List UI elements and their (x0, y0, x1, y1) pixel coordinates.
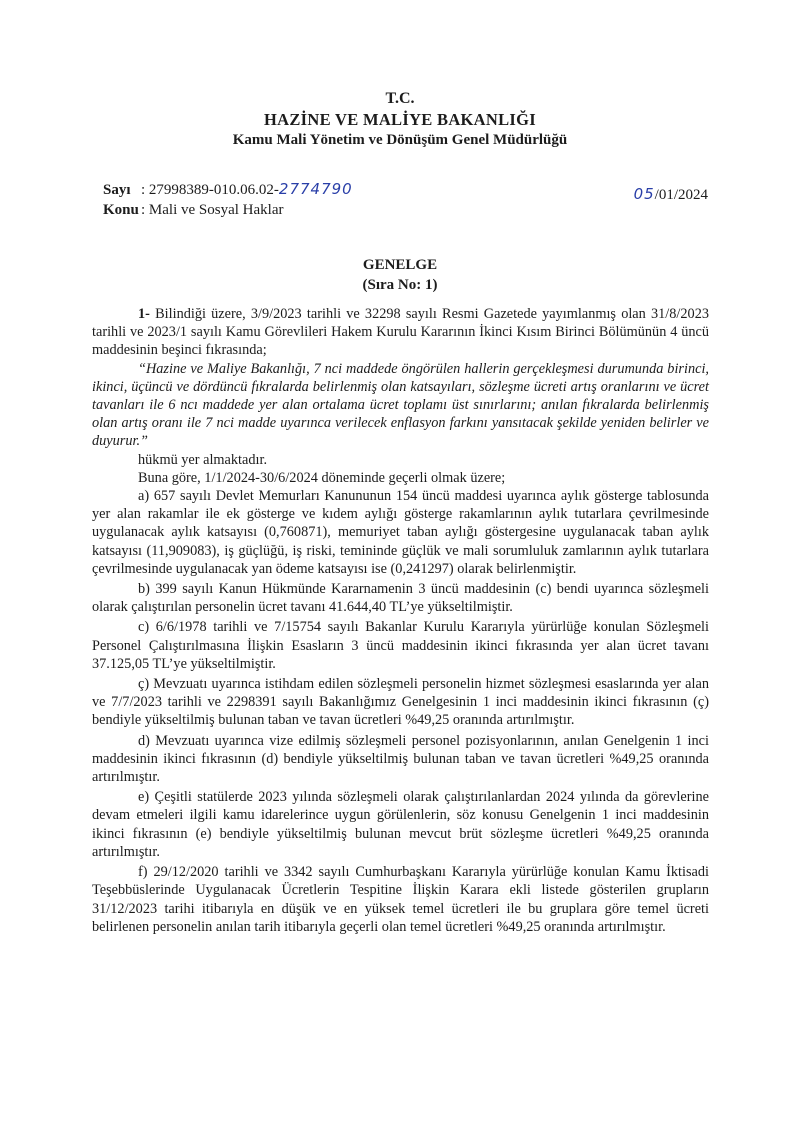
date-printed: /01/2024 (654, 187, 708, 203)
item-cc: ç) Mevzuatı uyarınca istihdam edilen sözleşmeli personelin hizmet sözleşmesi esaslarında yer alan ve 7/7/2023 tarihli ve 2298391 sayılı Bakanlığımız Genelgesinin 1 inci maddesinin ikinci fıkrasının (ç) bendiyle yükseltilmiş bulunan taban ve tavan ücretleri %49,25 oranında artırılmıştır. (92, 676, 709, 729)
document-body (92, 305, 709, 936)
header-ministry: HAZİNE VE MALİYE BAKANLIĞI (263, 110, 536, 129)
konu-row (103, 200, 353, 220)
sayi-handwritten-number: 2774790 (278, 180, 353, 198)
document-title (0, 255, 800, 295)
item-b: b) 399 sayılı Kanun Hükmünde Kararnamenin 3 üncü maddesinin (c) bendi uyarınca sözleşmeli olarak çalıştırılan personelin ücret tavanı 41.644,40 TL’ye yükseltilmiştir. (92, 581, 709, 616)
title-sub: (Sıra No: 1) (362, 277, 438, 293)
letterhead (0, 88, 800, 151)
paragraph-1-number: 1- (138, 306, 150, 322)
date-handwritten-day: 05 (633, 185, 655, 203)
paragraph-2: hükmü yer almaktadır. (138, 451, 268, 468)
sayi-label: Sayı (103, 182, 131, 198)
konu-label: Konu (103, 202, 139, 218)
document-meta (103, 179, 353, 220)
item-d: d) Mevzuatı uyarınca vize edilmiş sözleşmeli personel pozisyonlarının, anılan Genelgenin 1 inci maddesinin ikinci fıkrasının (d) bendiyle yükseltilmiş bulunan taban ve tavan ücretleri %49,25 oranında artırılmıştır. (92, 732, 709, 786)
paragraph-1-text: Bilindiği üzere, 3/9/2023 tarihli ve 32298 sayılı Resmi Gazetede yayımlanmış olan 31/8/2023 tarihli ve 2023/1 sayılı Kamu Görevlileri Hakem Kurulu Kararının İkinci Kısım Birinci Bölümünün 4 üncü maddesinin beşinci fıkrasında; (92, 306, 709, 359)
item-c: c) 6/6/1978 tarihli ve 7/15754 sayılı Bakanlar Kurulu Kararıyla yürürlüğe konulan Sözleşmeli Personel Çalıştırılmasına İlişkin Esasların 3 üncü maddesinin ikinci fıkrasında yer alan ücret tavanı 37.125,05 TL’ye yükseltilmiştir. (92, 619, 709, 672)
item-f: f) 29/12/2020 tarihli ve 3342 sayılı Cumhurbaşkanı Kararıyla yürürlüğe konulan Kamu İktisadi Teşebbüslerinde Uygulanacak Ücretlerin Tespitine İlişkin Karara ekli listede gösterilen grupların 31/12/2023 tarihi itibarıyla en düşük ve en yüksek temel ücretleri ile bu gruplara göre temel ücreti belirlenen personelin anılan tarih itibarıyla geçerli olan temel ücretleri %49,25 oranında artırılmıştır. (92, 864, 709, 935)
title-main: GENELGE (362, 257, 438, 273)
header-tc: T.C. (385, 90, 415, 107)
header-directorate: Kamu Mali Yönetim ve Dönüşüm Genel Müdürlüğü (232, 132, 568, 148)
konu-value: : Mali ve Sosyal Haklar (141, 202, 284, 218)
item-a: a) 657 sayılı Devlet Memurları Kanununun 154 üncü maddesi uyarınca aylık gösterge tablosunda yer alan rakamlar ile ek gösterge ve kıdem aylığı gösterge rakamlarının aylık tutarlara çevrilmesinde uygulanacak aylık katsayısı (0,760871), memuriyet taban aylığı göstergesine uygulanacak taban aylık katsayısı (11,909083), iş güçlüğü, iş riski, temininde güçlük ve mali sorumluluk zamlarının aylık tutarlara çevrilmesinde uygulanacak yan ödeme katsayısı ise (0,241297) olarak belirlenmiştir. (92, 488, 709, 577)
sayi-value: : 27998389-010.06.02- (141, 182, 279, 198)
item-e: e) Çeşitli statülerde 2023 yılında sözleşmeli olarak çalıştırılanlardan 2024 yılında da görevlerine devam etmeleri ilgili kamu idarelerince uygun görülenlerin, söz konusu Genelgenin 1 inci maddesinin ikinci fıkrasının (e) bendiyle yükseltilmiş bulunan mevcut brüt sözleşme ücretleri %49,25 oranında artırılmıştır. (92, 789, 709, 860)
document-date (634, 185, 708, 204)
paragraph-3: Buna göre, 1/1/2024-30/6/2024 döneminde geçerli olmak üzere; (138, 469, 506, 486)
sayi-row (103, 179, 353, 200)
quoted-provision: “Hazine ve Maliye Bakanlığı, 7 nci maddede öngörülen hallerin gerçekleşmesi durumunda birinci, ikinci, üçüncü ve dördüncü fıkralarda belirlenmiş olan katsayıları, sözleşme ücreti artış oranlarını ve ücret tavanları ile 6 ncı maddede yer alan ortalama ücret toplamı üst sınırlarını; anılan fıkralarda belirlenmiş olan artış oranı ile 7 nci madde uyarınca verilecek enflasyon farkını yansıtacak şekilde yeniden belirler ve duyurur.” (92, 360, 709, 450)
paragraph-1 (92, 305, 709, 360)
